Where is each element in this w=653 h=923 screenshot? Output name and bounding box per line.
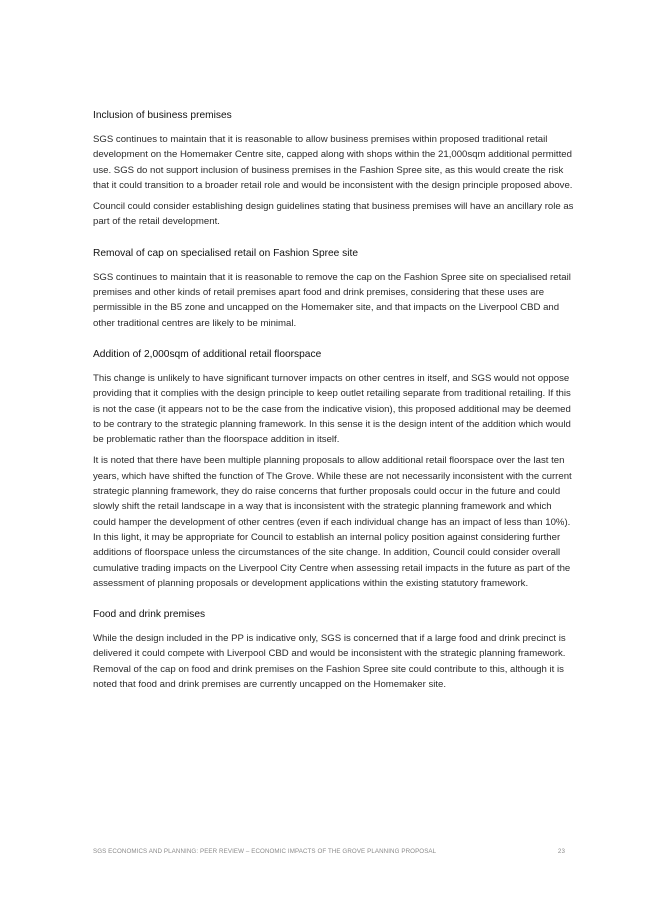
- paragraph: SGS continues to maintain that it is reasonable to remove the cap on the Fashion Spree site on specialised retail premises and other kinds of retail premises apart food and drink premises, considering that these uses are permissible in the B5 zone and uncapped on the Homemaker site, and that impacts on the Liverpool CBD and other traditional centres are likely to be minimal.: [93, 271, 571, 329]
- paragraph: Council could consider establishing design guidelines stating that business premises will have an ancillary role as part of the retail development.: [93, 201, 574, 228]
- section-business-premises: [93, 108, 575, 230]
- section-heading: Inclusion of business premises: [93, 110, 232, 121]
- section-heading: Addition of 2,000sqm of additional retail floorspace: [93, 348, 322, 360]
- paragraph: While the design included in the PP is indicative only, SGS is concerned that if a large food and drink precinct is delivered it could compete with Liverpool CBD and would be inconsistent with the strategic planning framework. Removal of the cap on food and drink premises on the Fashion Spree site could contribute to this, although it is noted that food and drink premises are currently uncapped on the Homemaker site.: [93, 633, 566, 691]
- section-additional-floorspace: [93, 347, 575, 591]
- footer-title: SGS ECONOMICS AND PLANNING: PEER REVIEW – ECONOMIC IMPACTS OF THE GROVE PLANNING PROPOSAL: [93, 848, 437, 855]
- paragraph: It is noted that there have been multiple planning proposals to allow additional retail floorspace over the last ten years, which have shifted the function of The Grove. While these are not necessarily inconsistent with the current strategic planning framework, they do raise concerns that further proposals could occur in the future and could slowly shift the retail landscape in a way that is inconsistent with the strategic planning framework and which could hamper the development of other centres (even if each individual change has an impact of less than 10%). In this light, it may be appropriate for Council to establish an internal policy position against considering further additions of floorspace unless the circumstances of the site change. In addition, Council could consider overall cumulative trading impacts on the Liverpool City Centre when assessing retail impacts in the future as part of the assessment of planning proposals or development applications within the existing statutory framework.: [93, 455, 572, 589]
- paragraph: This change is unlikely to have significant turnover impacts on other centres in itself, and SGS would not oppose providing that it complies with the design principle to keep outlet retailing separate from traditional retailing. If this is not the case (it appears not to be the case from the indicative vision), this proposed additional may be deemed to be contrary to the strategic planning framework. In this sense it is the design intent of the addition which would be problematic rather than the floorspace addition in itself.: [93, 372, 571, 446]
- document-body: [93, 108, 575, 698]
- page-number: 23: [557, 848, 565, 855]
- section-heading: Food and drink premises: [93, 609, 206, 621]
- section-removal-of-cap: [93, 246, 575, 331]
- paragraph: SGS continues to maintain that it is reasonable to allow business premises within proposed traditional retail development on the Homemaker Centre site, capped along with shops within the 21,000sqm additional permitted use. SGS do not support inclusion of business premises in the Fashion Spree site, as this would create the risk that it could transition to a broader retail role and would be inconsistent with the design principle proposed above.: [93, 134, 573, 191]
- section-heading: Removal of cap on specialised retail on Fashion Spree site: [93, 247, 359, 259]
- section-food-and-drink: [93, 607, 575, 692]
- page-footer: [93, 848, 565, 855]
